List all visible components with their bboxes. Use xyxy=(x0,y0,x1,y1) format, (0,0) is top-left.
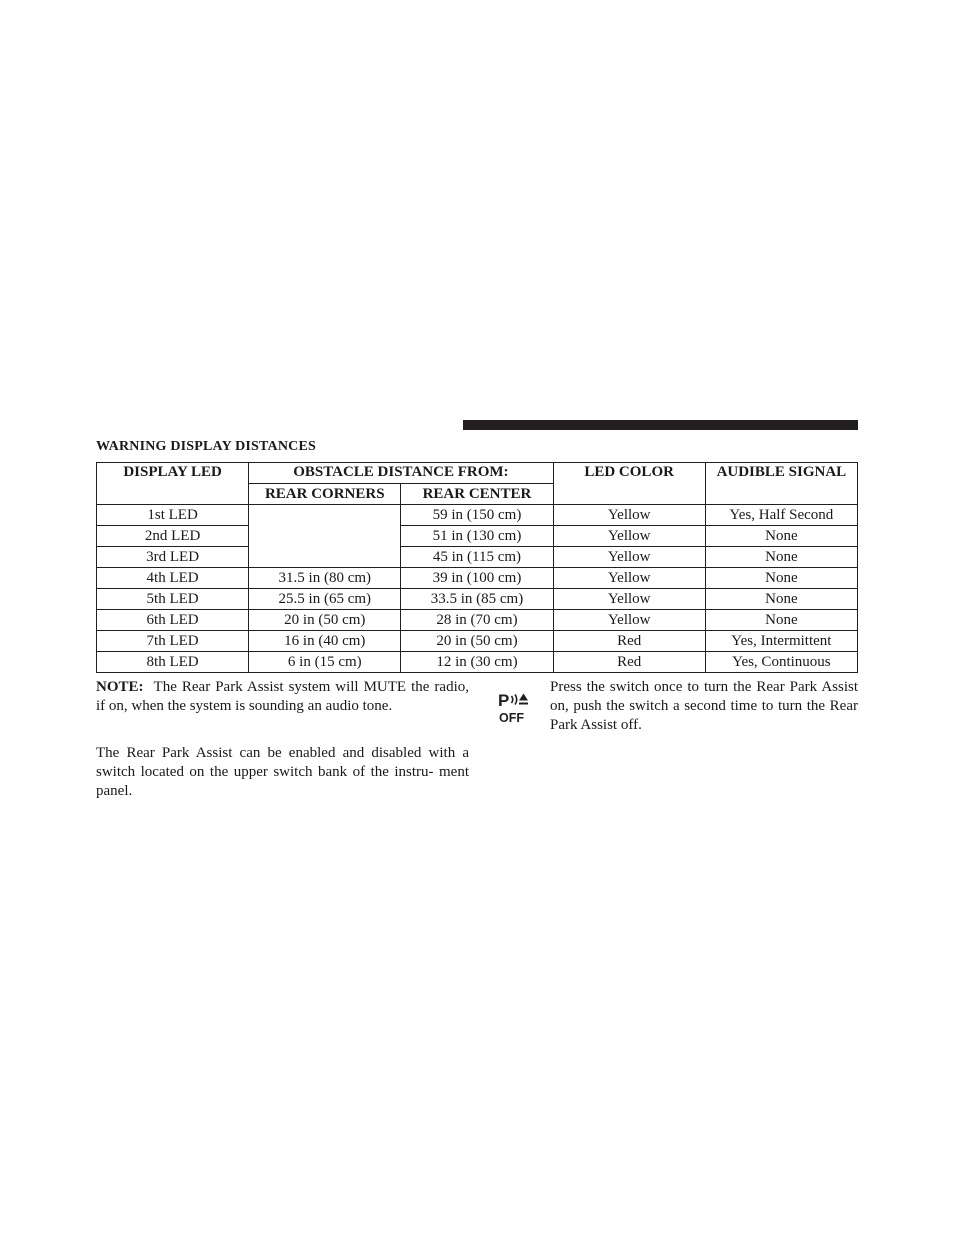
park-assist-off-icon xyxy=(497,690,533,726)
cell-color: Yellow xyxy=(553,505,705,526)
cell-center: 51 in (130 cm) xyxy=(401,526,553,547)
cell-center: 20 in (50 cm) xyxy=(401,631,553,652)
cell-center: 45 in (115 cm) xyxy=(401,547,553,568)
cell-center: 12 in (30 cm) xyxy=(401,652,553,673)
header-led-color: LED COLOR xyxy=(553,463,705,505)
enable-paragraph: The Rear Park Assist can be enabled and disabled with a switch located on the upper switch bank of the instru- ment panel. xyxy=(96,745,469,799)
cell-signal: None xyxy=(705,568,857,589)
cell-color: Red xyxy=(553,652,705,673)
cell-color: Red xyxy=(553,631,705,652)
section-header-bar xyxy=(463,420,858,430)
cell-color: Yellow xyxy=(553,568,705,589)
cell-led: 5th LED xyxy=(97,589,249,610)
header-audible-signal: AUDIBLE SIGNAL xyxy=(705,463,857,505)
cell-center: 59 in (150 cm) xyxy=(401,505,553,526)
note-text: The Rear Park Assist system will MUTE the radio, if on, when the system is sounding an audio tone. xyxy=(96,679,469,714)
section-title: WARNING DISPLAY DISTANCES xyxy=(96,439,316,454)
cell-led: 6th LED xyxy=(97,610,249,631)
cell-corners: 16 in (40 cm) xyxy=(249,631,401,652)
cell-color: Yellow xyxy=(553,526,705,547)
cell-led: 4th LED xyxy=(97,568,249,589)
table-row xyxy=(97,652,858,673)
cell-led: 2nd LED xyxy=(97,526,249,547)
note-label: NOTE: xyxy=(96,679,144,695)
warning-distances-table xyxy=(96,462,858,673)
cell-signal: Yes, Half Second xyxy=(705,505,857,526)
cell-signal: Yes, Continuous xyxy=(705,652,857,673)
header-rear-center: REAR CENTER xyxy=(401,484,553,505)
table-row xyxy=(97,526,858,547)
cell-color: Yellow xyxy=(553,610,705,631)
cell-center: 39 in (100 cm) xyxy=(401,568,553,589)
cell-signal: None xyxy=(705,547,857,568)
cell-led: 8th LED xyxy=(97,652,249,673)
table-row xyxy=(97,610,858,631)
header-rear-corners: REAR CORNERS xyxy=(249,484,401,505)
table-row xyxy=(97,589,858,610)
table-row xyxy=(97,631,858,652)
cell-led: 3rd LED xyxy=(97,547,249,568)
cell-color: Yellow xyxy=(553,547,705,568)
note-paragraph xyxy=(96,678,469,716)
cell-corners: 25.5 in (65 cm) xyxy=(249,589,401,610)
cell-center: 33.5 in (85 cm) xyxy=(401,589,553,610)
cell-led: 1st LED xyxy=(97,505,249,526)
cell-corners: 6 in (15 cm) xyxy=(249,652,401,673)
table-row xyxy=(97,547,858,568)
icon-label: OFF xyxy=(499,711,524,725)
header-obstacle-distance: OBSTACLE DISTANCE FROM: xyxy=(249,463,553,484)
cell-led: 7th LED xyxy=(97,631,249,652)
switch-paragraph: Press the switch once to turn the Rear Park Assist on, push the switch a second time to turn the Rear Park Assist off. xyxy=(550,679,858,733)
cell-corners-empty xyxy=(249,505,401,568)
cell-signal: Yes, Intermittent xyxy=(705,631,857,652)
header-display-led: DISPLAY LED xyxy=(97,463,249,505)
table-row xyxy=(97,505,858,526)
cell-center: 28 in (70 cm) xyxy=(401,610,553,631)
cell-signal: None xyxy=(705,610,857,631)
cell-corners: 20 in (50 cm) xyxy=(249,610,401,631)
cell-color: Yellow xyxy=(553,589,705,610)
cell-signal: None xyxy=(705,589,857,610)
cell-corners: 31.5 in (80 cm) xyxy=(249,568,401,589)
table-row xyxy=(97,568,858,589)
cell-signal: None xyxy=(705,526,857,547)
icon-letter: P xyxy=(498,691,510,710)
